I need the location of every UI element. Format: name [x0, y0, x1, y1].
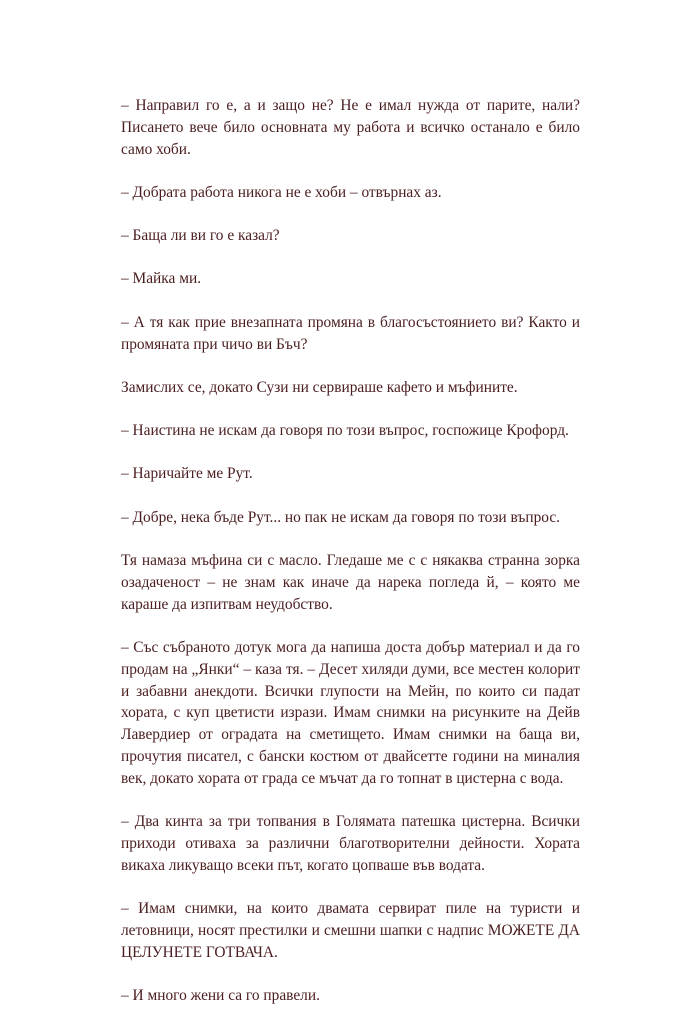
- paragraph: – Със събраното дотук мога да напиша доста добър материал и да го продам на „Янки“ – каза тя. – Десет хиляди думи, все местен колорит и забавни анекдоти. Всички глупости на Мейн, по които си падат хората, с куп цветисти изрази. Имам снимки на рисунките на Дейв Лавердиер от оградата на сметището. Имам снимки на баща ви, прочутия писател, с бански костюм от двайсетте години на миналия век, докато хората от града се мъчат да го топнат в цистерна с вода.: [121, 638, 580, 787]
- paragraph: – Наистина не искам да говоря по този въпрос, госпожице Крофорд.: [121, 422, 569, 440]
- paragraph: – Добре, нека бъде Рут... но пак не искам да говоря по този въпрос.: [121, 508, 561, 526]
- paragraph: Замислих се, докато Сузи ни сервираше кафето и мъфините.: [121, 378, 518, 396]
- text-column: [121, 95, 580, 1028]
- paragraph: – Два кинта за три топвания в Голямата патешка цистерна. Всички приходи отиваха за различни благотворителни дейности. Хората викаха ликуващо всеки път, когато цопваше във водата.: [121, 813, 580, 874]
- paragraph: – Имам снимки, на които двамата сервират пиле на туристи и летовници, носят престилки и смешни шапки с надпис МОЖЕТЕ ДА ЦЕЛУНЕТЕ ГОТВАЧА.: [121, 899, 580, 961]
- paragraph: Тя намаза мъфина си с масло. Гледаше ме с с някаква странна зорка озадаченост – не знам как иначе да нарека погледа й, – която ме караше да изпитвам неудобство.: [121, 552, 580, 613]
- paragraph: – Направил го е, а и защо не? Не е имал нужда от парите, нали? Писането вече било основната му работа и всичко останало е било само хоби.: [121, 97, 580, 158]
- paragraph: – А тя как прие внезапната промяна в благосъстоянието ви? Както и промяната при чичо ви Бъч?: [121, 313, 580, 353]
- paragraph: – Баща ли ви го е казал?: [121, 227, 280, 245]
- paragraph: – Наричайте ме Рут.: [121, 465, 253, 483]
- paragraph: – И много жени са го правели.: [121, 986, 320, 1004]
- paragraph: – Добрата работа никога не е хоби – отвърнах аз.: [121, 183, 442, 201]
- paragraph: – Майка ми.: [121, 270, 202, 288]
